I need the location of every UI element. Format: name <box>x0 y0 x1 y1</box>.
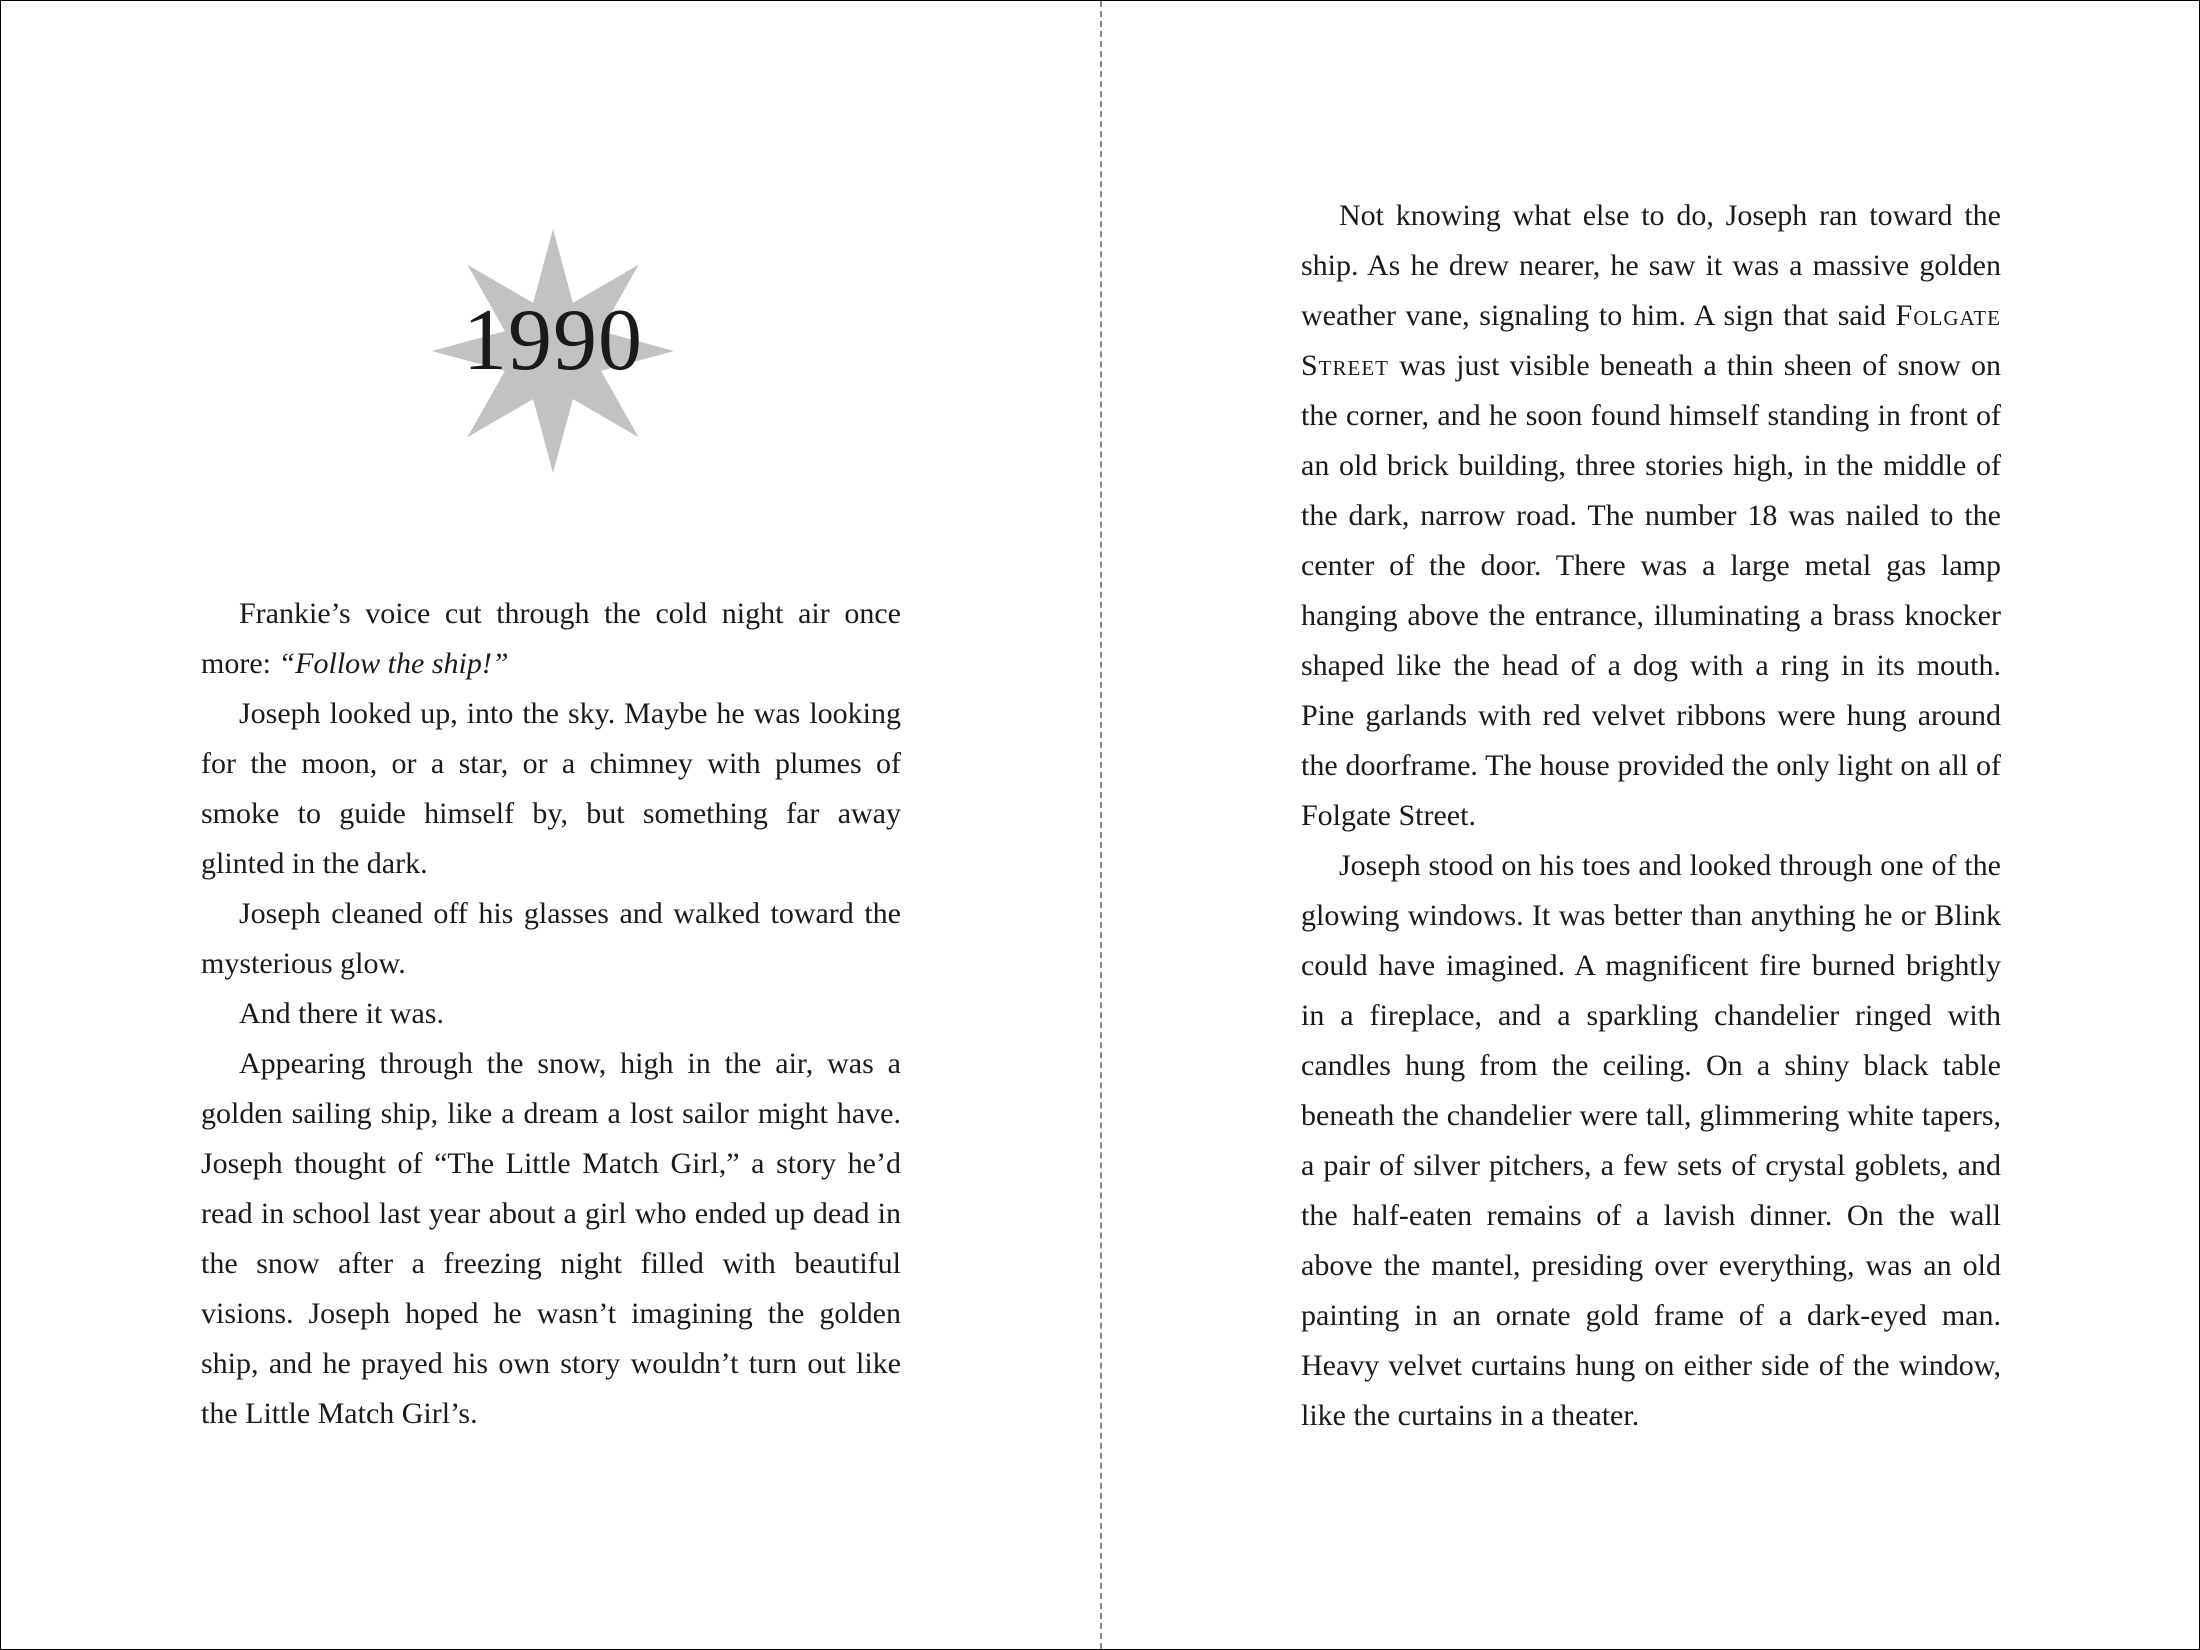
paragraph: Joseph stood on his toes and looked through one of the glowing windows. It was better than anything he or Blink could have imagined. A magnificent fire burned brightly in a fireplace, and a sparkling chandelier ringed with candles hung from the ceiling. On a shiny black table beneath the chandelier were tall, glimmering white tapers, a pair of silver pitchers, a few sets of crystal goblets, and the half-eaten remains of a lavish dinner. On the wall above the mantel, presiding over everything, was an old painting in an ornate gold frame of a dark-eyed man. Heavy velvet curtains hung on either side of the window, like the curtains in a theater. <box>1301 849 2001 1432</box>
left-page-text <box>201 589 901 1439</box>
street-sign-text: Folgate Street <box>1301 299 2001 382</box>
paragraph: Not knowing what else to do, Joseph ran toward the ship. As he drew nearer, he saw it was a massive golden weather vane, signaling to him. A sign that said Folgate Street was just visible beneath a thin sheen of snow on the corner, and he soon found himself standing in front of an old brick building, three stories high, in the middle of the dark, narrow road. The number 18 was nailed to the center of the door. There was a large metal gas lamp hanging above the entrance, illuminating a brass knocker shaped like the head of a dog with a ring in its mouth. Pine garlands with red velvet ribbons were hung around the doorframe. The house provided the only light on all of Folgate Street. <box>1301 199 2001 832</box>
paragraph: Joseph looked up, into the sky. Maybe he was looking for the moon, or a star, or a chimney with plumes of smoke to guide himself by, but something far away glinted in the dark. <box>201 697 901 880</box>
paragraph: Appearing through the snow, high in the air, was a golden sailing ship, like a dream a lost sailor might have. Joseph thought of “The Little Match Girl,” a story he’d read in school last year about a girl who ended up dead in the snow after a freezing night filled with beautiful visions. Joseph hoped he wasn’t imagining the golden ship, and he prayed his own story wouldn’t turn out like the Little Match Girl’s. <box>201 1047 901 1430</box>
paragraph: And there it was. <box>239 997 444 1030</box>
right-page-text <box>1301 191 2001 1441</box>
chapter-year: 1990 <box>463 292 643 389</box>
italic-quote: “Follow the ship!” <box>278 647 509 680</box>
paragraph: Joseph cleaned off his glasses and walked toward the mysterious glow. <box>201 897 901 980</box>
chapter-heading <box>432 229 674 473</box>
paragraph: Frankie’s voice cut through the cold night air once more: “Follow the ship!” <box>201 597 901 680</box>
page-gutter-divider <box>1100 1 1102 1649</box>
